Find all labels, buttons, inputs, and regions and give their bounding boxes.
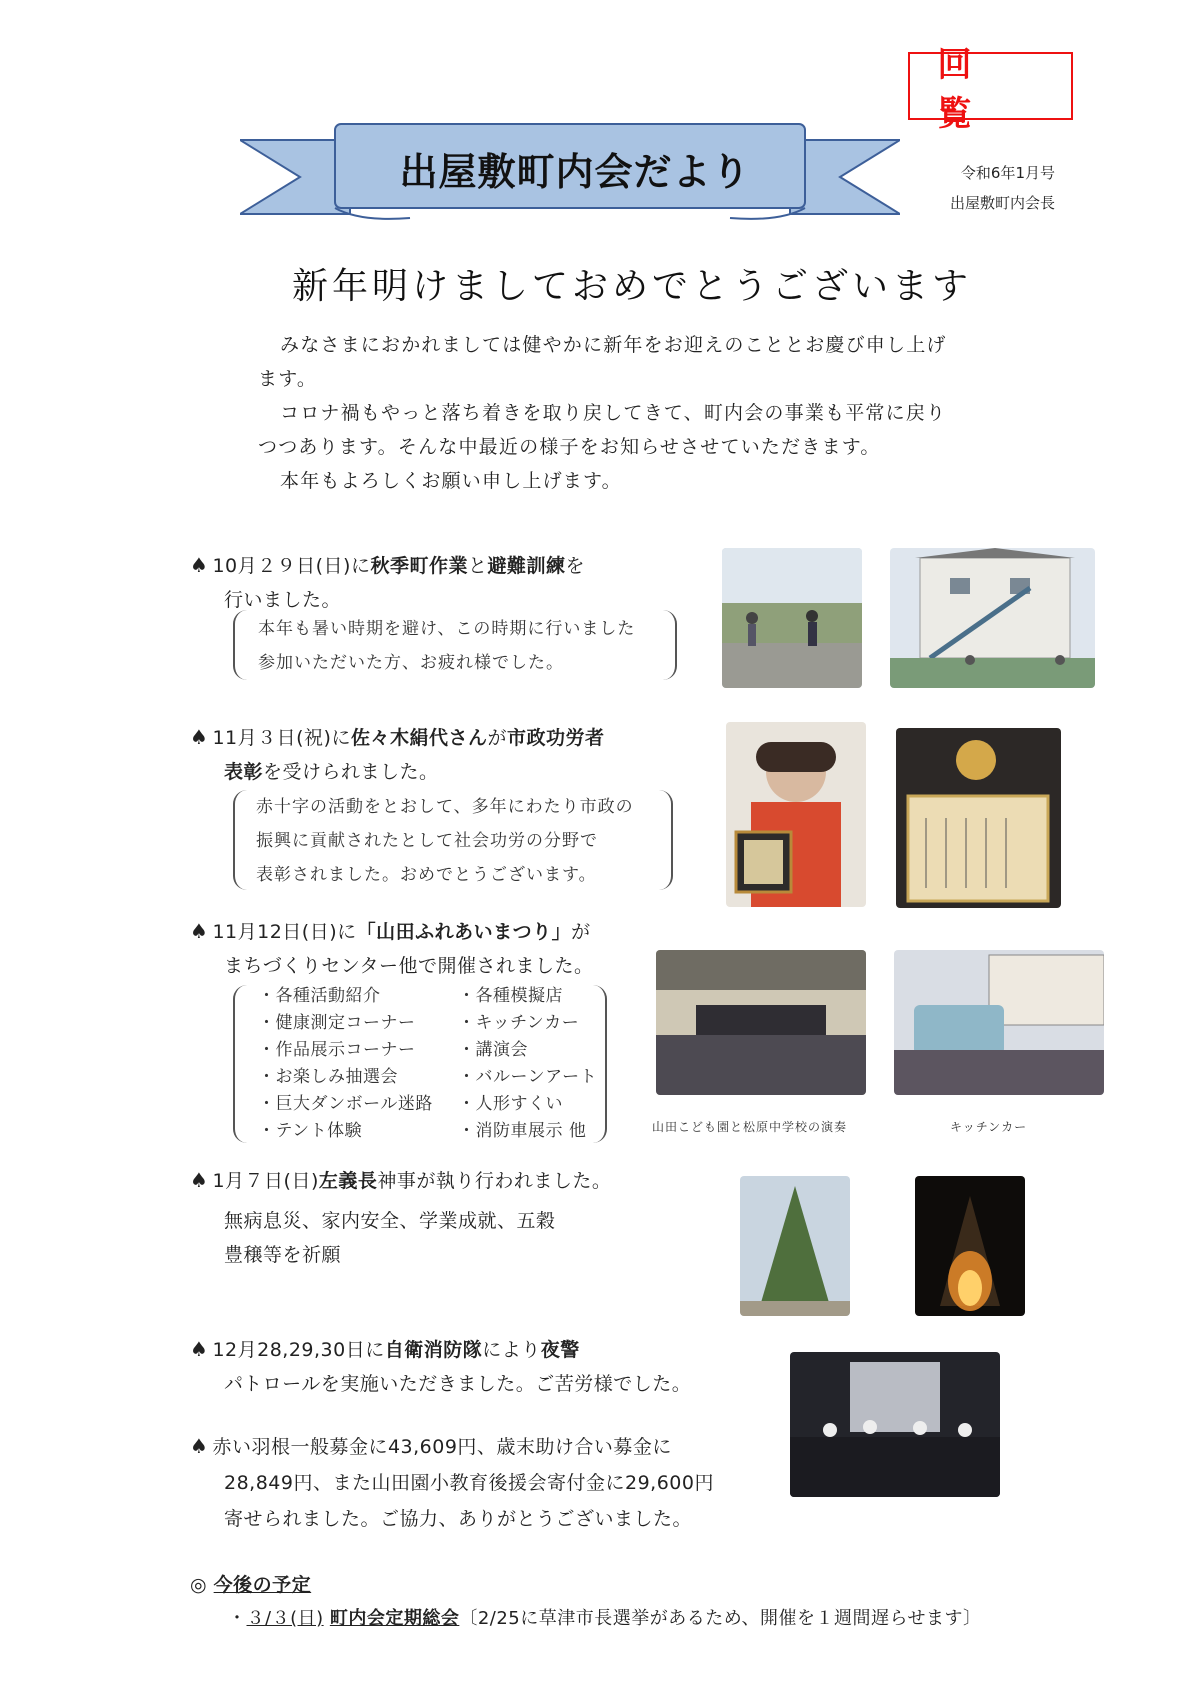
intro-line: みなさまにおかれましては健やかに新年をお迎えのこととお慶び申し上げ — [280, 334, 947, 356]
event-item: ・作品展示コーナー — [258, 1040, 416, 1060]
photo-kitchen-car — [894, 950, 1104, 1095]
intro-line: 本年もよろしくお願い申し上げます。 — [280, 470, 622, 492]
section-night-patrol: ♠ 12月28,29,30日に自衛消防隊により夜警 パトロールを実施いただきました。ご苦労様でした。 — [190, 1337, 692, 1395]
note-text: 赤十字の活動をとおして、多年にわたり市政の 振興に貢献されたとして社会功労の分野で 表彰されました。おめでとうございます。 — [256, 797, 634, 885]
event-item: ・お楽しみ抽選会 — [258, 1067, 398, 1087]
photo-sagicho-bamboo — [740, 1176, 850, 1316]
intro-line: コロナ禍もやっと落ち着きを取り戻してきて、町内会の事業も平常に戻り — [280, 402, 947, 424]
publisher: 出屋敷町内会長 — [949, 194, 1055, 212]
event-item: ・巨大ダンボール迷路 — [258, 1094, 433, 1114]
caption-kitchen-car: キッチンカー — [950, 1120, 1028, 1134]
double-circle-icon: ◎ — [190, 1574, 208, 1596]
section-autumn-work: ♠ 10月２９日(日)に秋季町作業と避難訓練を 行いました。 — [190, 553, 586, 611]
event-list — [258, 983, 618, 1145]
event-item: ・バルーンアート — [458, 1067, 598, 1087]
spade-icon: ♠ — [190, 919, 209, 943]
intro-text — [258, 328, 978, 498]
intro-line: つつあります。そんな中最近の様子をお知らせさせていただきます。 — [258, 436, 881, 458]
event-item: ・講演会 — [458, 1040, 528, 1060]
newsletter-title: 出屋敷町内会だより — [399, 149, 751, 194]
schedule-item: ・３/３(日) 町内会定期総会〔2/25に草津市長選挙があるため、開催を１週間遅らせます〕 — [228, 1608, 982, 1629]
photo-evacuation-drill — [890, 548, 1095, 688]
event-item: ・人形すくい — [458, 1094, 563, 1114]
circulation-stamp: 回 覧 — [908, 52, 1073, 120]
note-text: 本年も暑い時期を避け、この時期に行いました 参加いただいた方、お疲れ様でした。 — [258, 619, 636, 673]
spade-icon: ♠ — [190, 725, 209, 749]
event-item: ・各種活動紹介 — [258, 986, 381, 1006]
event-item: ・健康測定コーナー — [258, 1013, 416, 1033]
section-donations: ♠ 赤い羽根一般募金に43,609円、歳末助け合い募金に 28,849円、また山田園小教育後援会寄付金に29,600円 寄せられました。ご協力、ありがとうございました。 — [190, 1434, 714, 1530]
event-item: ・キッチンカー — [458, 1013, 580, 1033]
caption-concert: 山田こども園と松原中学校の演奏 — [652, 1120, 848, 1134]
new-year-greeting: 新年明けましておめでとうございます — [292, 266, 973, 307]
event-item: ・消防車展示 他 — [458, 1121, 587, 1141]
photo-cleanup — [722, 548, 862, 688]
issue-info — [935, 158, 1055, 218]
photo-concert — [656, 950, 866, 1095]
spade-icon: ♠ — [190, 553, 209, 577]
spade-icon: ♠ — [190, 1168, 209, 1192]
section-award: ♠ 11月３日(祝)に佐々木絹代さんが市政功労者 表彰を受けられました。 — [190, 725, 605, 783]
spade-icon: ♠ — [190, 1337, 209, 1361]
photo-certificate — [896, 728, 1061, 908]
photo-sagicho-fire — [915, 1176, 1025, 1316]
intro-line: ます。 — [258, 368, 318, 390]
section-festival: ♠ 11月12日(日)に「山田ふれあいまつり」が まちづくりセンター他で開催されました。 — [190, 919, 594, 977]
issue-date: 令和6年1月号 — [960, 164, 1055, 182]
schedule-heading — [190, 1568, 311, 1602]
photo-fire-brigade — [790, 1352, 1000, 1497]
section-sagicho: ♠ 1月７日(日)左義長神事が執り行われました。 無病息災、家内安全、学業成就、五穀 豊穣等を祈願 — [190, 1168, 612, 1266]
event-item: ・各種模擬店 — [458, 986, 563, 1006]
schedule-title: 今後の予定 — [213, 1574, 312, 1596]
spade-icon: ♠ — [190, 1434, 209, 1458]
event-item: ・テント体験 — [258, 1121, 363, 1141]
photo-award-recipient — [726, 722, 866, 907]
